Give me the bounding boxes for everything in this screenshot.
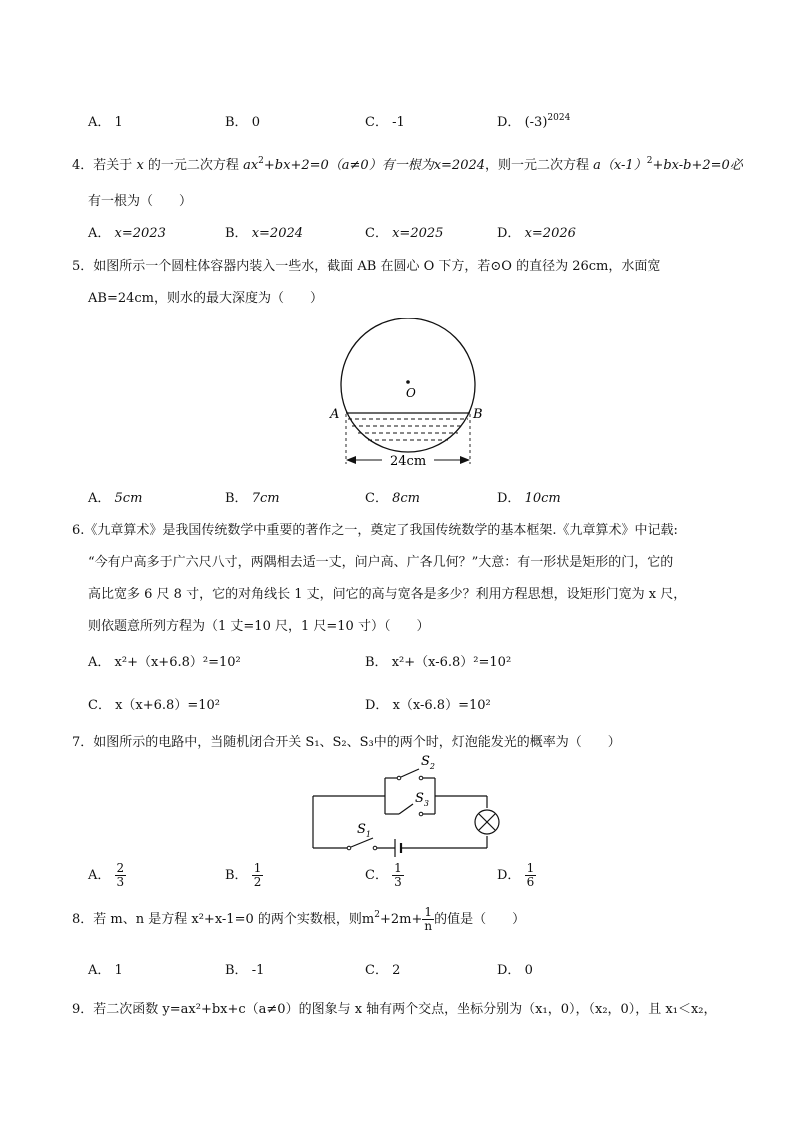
q8-option-b[interactable]: B． -1: [225, 963, 265, 978]
q6-option-a[interactable]: A． x²+（x+6.8）²=10²: [88, 655, 241, 670]
switch-s2: [401, 769, 419, 777]
circuit-figure: [305, 750, 505, 860]
battery-icon: [395, 839, 401, 857]
q7-option-d[interactable]: D． $\frac{1}{6}$: [497, 861, 535, 889]
label-s1: $S_1$: [357, 822, 371, 839]
label-s3: $S_3$: [415, 791, 429, 808]
q6-line-4: 则依题意所列方程为（1 丈=10 尺，1 尺=10 寸）（ ）: [88, 619, 430, 634]
q4-option-b[interactable]: B． x=2024: [225, 226, 304, 241]
circle-outline: [341, 318, 475, 452]
q5-option-d[interactable]: D． 10cm: [497, 491, 561, 506]
label-b: B: [473, 407, 483, 422]
q9-line-1: 9．若二次函数 y=ax²+bx+c（a≠0）的图象与 x 轴有两个交点，坐标分别为（x₁，0），（x₂，0），且 x₁＜x₂，: [72, 1002, 717, 1017]
q6-line-3: 高比宽多 6 尺 8 寸，它的对角线长 1 丈，问它的高与宽各是多少？利用方程思想，设矩形门宽为 x 尺，: [88, 587, 687, 602]
q8-option-d[interactable]: D． 0: [497, 963, 533, 978]
q6-option-d[interactable]: D． x（x-6.8）=10²: [365, 698, 491, 713]
q3-option-c[interactable]: C． -1: [365, 115, 405, 130]
switch-s3: [399, 804, 413, 814]
q5-line-2: AB=24cm，则水的最大深度为（ ）: [88, 291, 323, 306]
q7-line-1: 7．如图所示的电路中，当随机闭合开关 S₁、S₂、S₃中的两个时，灯泡能发光的概率为（ ）: [72, 735, 621, 750]
width-label: 24cm: [390, 454, 427, 469]
q5-option-a[interactable]: A． 5cm: [88, 491, 143, 506]
q3-option-a[interactable]: A． 1: [88, 115, 123, 130]
q7-option-a[interactable]: A． $\frac{2}{3}$: [88, 861, 125, 889]
q5-option-c[interactable]: C． 8cm: [365, 491, 420, 506]
q3-option-d[interactable]: D． $(-3)^{2024}$: [497, 113, 571, 130]
switch-s1: [351, 838, 373, 847]
q4-option-d[interactable]: D． x=2026: [497, 226, 576, 241]
q7-option-b[interactable]: B． $\frac{1}{2}$: [225, 861, 262, 889]
q6-line-2: “今有户高多于广六尺八寸，两隅相去适一丈，问户高、广各几何？”大意：有一形状是矩形的门，它的: [88, 555, 674, 570]
center-label-o: O: [406, 386, 416, 400]
label-s2: $S_2$: [421, 754, 435, 771]
q4-line-1: 4．若关于 x 的一元二次方程 $ax^2+bx+2=0(a\ne 0)$有一根为x=2024，则一元二次方程 $a(x-1)^2+bx-b+2=0$必: [72, 156, 743, 173]
center-dot: [406, 380, 410, 384]
q8-line-1: 8．若 m、n 是方程 x²+x-1=0 的两个实数根，则$m^2+2m+$ $\frac{1}{n}$ 的值是（ ）: [72, 905, 526, 933]
q4-option-a[interactable]: A． x=2023: [88, 226, 166, 241]
q6-line-1: 6.《九章算术》是我国传统数学中重要的著作之一，奠定了我国传统数学的基本框架.《九章算术》中记载:: [72, 523, 678, 538]
q6-option-c[interactable]: C． x（x+6.8）=10²: [88, 698, 220, 713]
q3-option-b[interactable]: B． 0: [225, 115, 260, 130]
q6-option-b[interactable]: B． x²+（x-6.8）²=10²: [365, 655, 512, 670]
q5-option-b[interactable]: B． 7cm: [225, 491, 280, 506]
q4-option-c[interactable]: C． x=2025: [365, 226, 444, 241]
q5-line-1: 5．如图所示一个圆柱体容器内装入一些水，截面 AB 在圆心 O 下方，若⊙O 的直径为 26cm，水面宽: [72, 259, 661, 274]
circle-figure: [320, 318, 500, 478]
q8-option-a[interactable]: A． 1: [88, 963, 123, 978]
q8-option-c[interactable]: C． 2: [365, 963, 401, 978]
q4-line-2: 有一根为（ ）: [88, 194, 193, 209]
q7-option-c[interactable]: C． $\frac{1}{3}$: [365, 861, 402, 889]
bulb-icon: [475, 810, 499, 834]
label-a: A: [330, 407, 340, 422]
